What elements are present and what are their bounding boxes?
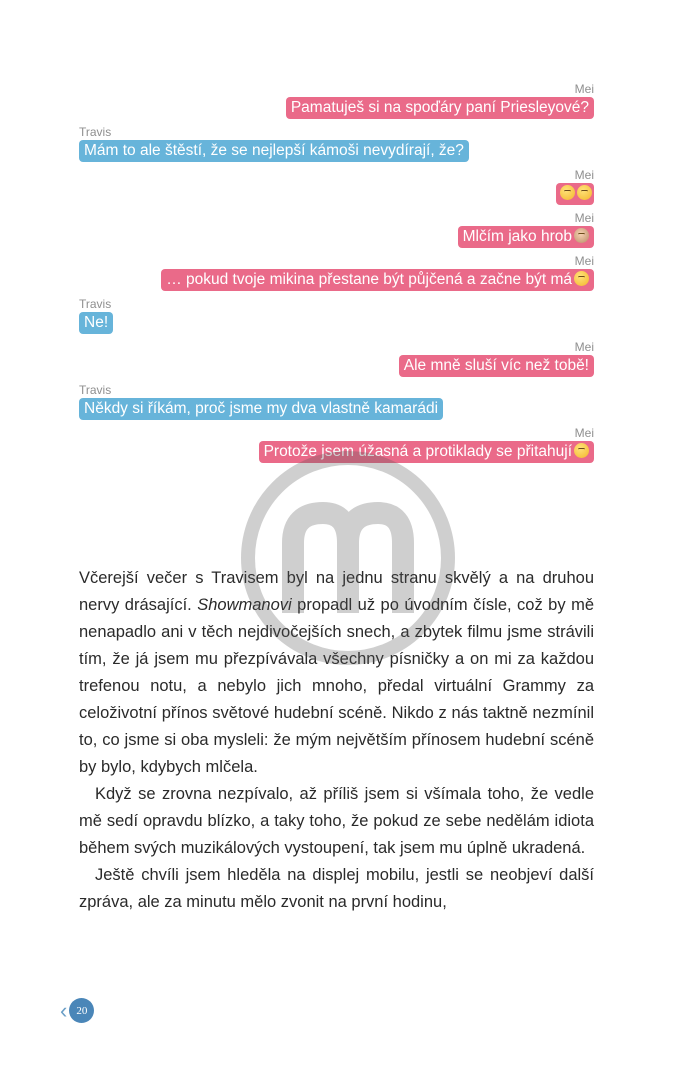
sender-name: Travis [79, 383, 112, 397]
sender-name: Mei [574, 426, 594, 440]
message-bubble: Mám to ale štěstí, že se nejlepší kámoši nevydírají, že? [79, 140, 469, 162]
message-text: … pokud tvoje mikina přestane být půjčená a začne být má [166, 271, 572, 288]
sender-name: Travis [79, 125, 112, 139]
sender-name: Mei [574, 211, 594, 225]
chat-message [79, 168, 594, 205]
chat-message [79, 211, 594, 248]
page-number-badge: 20 [69, 998, 94, 1023]
chat-message [79, 125, 594, 162]
message-bubble [556, 183, 594, 205]
chat-message [79, 383, 594, 420]
message-bubble: Někdy si říkám, proč jsme my dva vlastně kamarádi [79, 398, 443, 420]
chat-transcript [79, 82, 594, 469]
message-text: Mlčím jako hrob [462, 228, 572, 245]
message-text: Protože jsem úžasná a protiklady se přitahují [263, 443, 572, 460]
thinking-face-icon [560, 185, 575, 200]
chat-message [79, 82, 594, 119]
message-bubble [458, 226, 594, 248]
speak-no-evil-monkey-icon [574, 228, 589, 243]
sender-name: Travis [79, 297, 112, 311]
message-bubble [161, 269, 594, 291]
paragraph-text: propadl už po úvodním čísle, což by mě nenapadlo ani v těch nejdivočejších snech, a zbytek filmu jsme strávili tím, že já jsem mu přezpívávala všechny písničky a on mi za každou trefenou notu, a nebylo jich mnoho, předal virtuální Grammy za celoživotní přínos světové hudební scéně. Nikdo z nás taktně nezmínil to, co jsme si oba mysleli: že mým největším přínosem hudební scéně by bylo, kdybych mlčela. [79, 596, 594, 776]
sender-name: Mei [574, 254, 594, 268]
wink-face-icon [574, 443, 589, 458]
message-bubble: Ne! [79, 312, 113, 334]
body-text [79, 565, 594, 916]
sender-name: Mei [574, 82, 594, 96]
paragraph: Ještě chvíli jsem hleděla na displej mobilu, jestli se neobjeví další zpráva, ale za minutu mělo zvonit na první hodinu, [79, 866, 594, 911]
chat-message [79, 426, 594, 463]
sender-name: Mei [574, 340, 594, 354]
message-bubble: Ale mně sluší víc než tobě! [399, 355, 594, 377]
paragraph [79, 565, 594, 781]
chevron-left-icon[interactable]: ‹ [60, 997, 68, 1023]
paragraph: Když se zrovna nezpívalo, až příliš jsem si všímala toho, že vedle mě sedí opravdu blízko, a taky toho, že pokud ze sebe nedělám idiota během svých muzikálových vystoupení, tak jsem mu úplně ukradená. [79, 785, 594, 857]
paragraph-text: Včerejší večer s Travisem byl na jednu stranu skvělý a na druhou nervy drásající. [79, 569, 594, 614]
message-bubble [259, 441, 594, 463]
tongue-out-face-icon [574, 271, 589, 286]
message-bubble: Pamatuješ si na spoďáry paní Priesleyové? [286, 97, 594, 119]
chat-message [79, 340, 594, 377]
sender-name: Mei [574, 168, 594, 182]
page-footer [60, 998, 94, 1023]
smirk-face-icon [577, 185, 592, 200]
chat-message [79, 254, 594, 291]
chat-message [79, 297, 594, 334]
film-title: Showmanovi [197, 596, 292, 614]
